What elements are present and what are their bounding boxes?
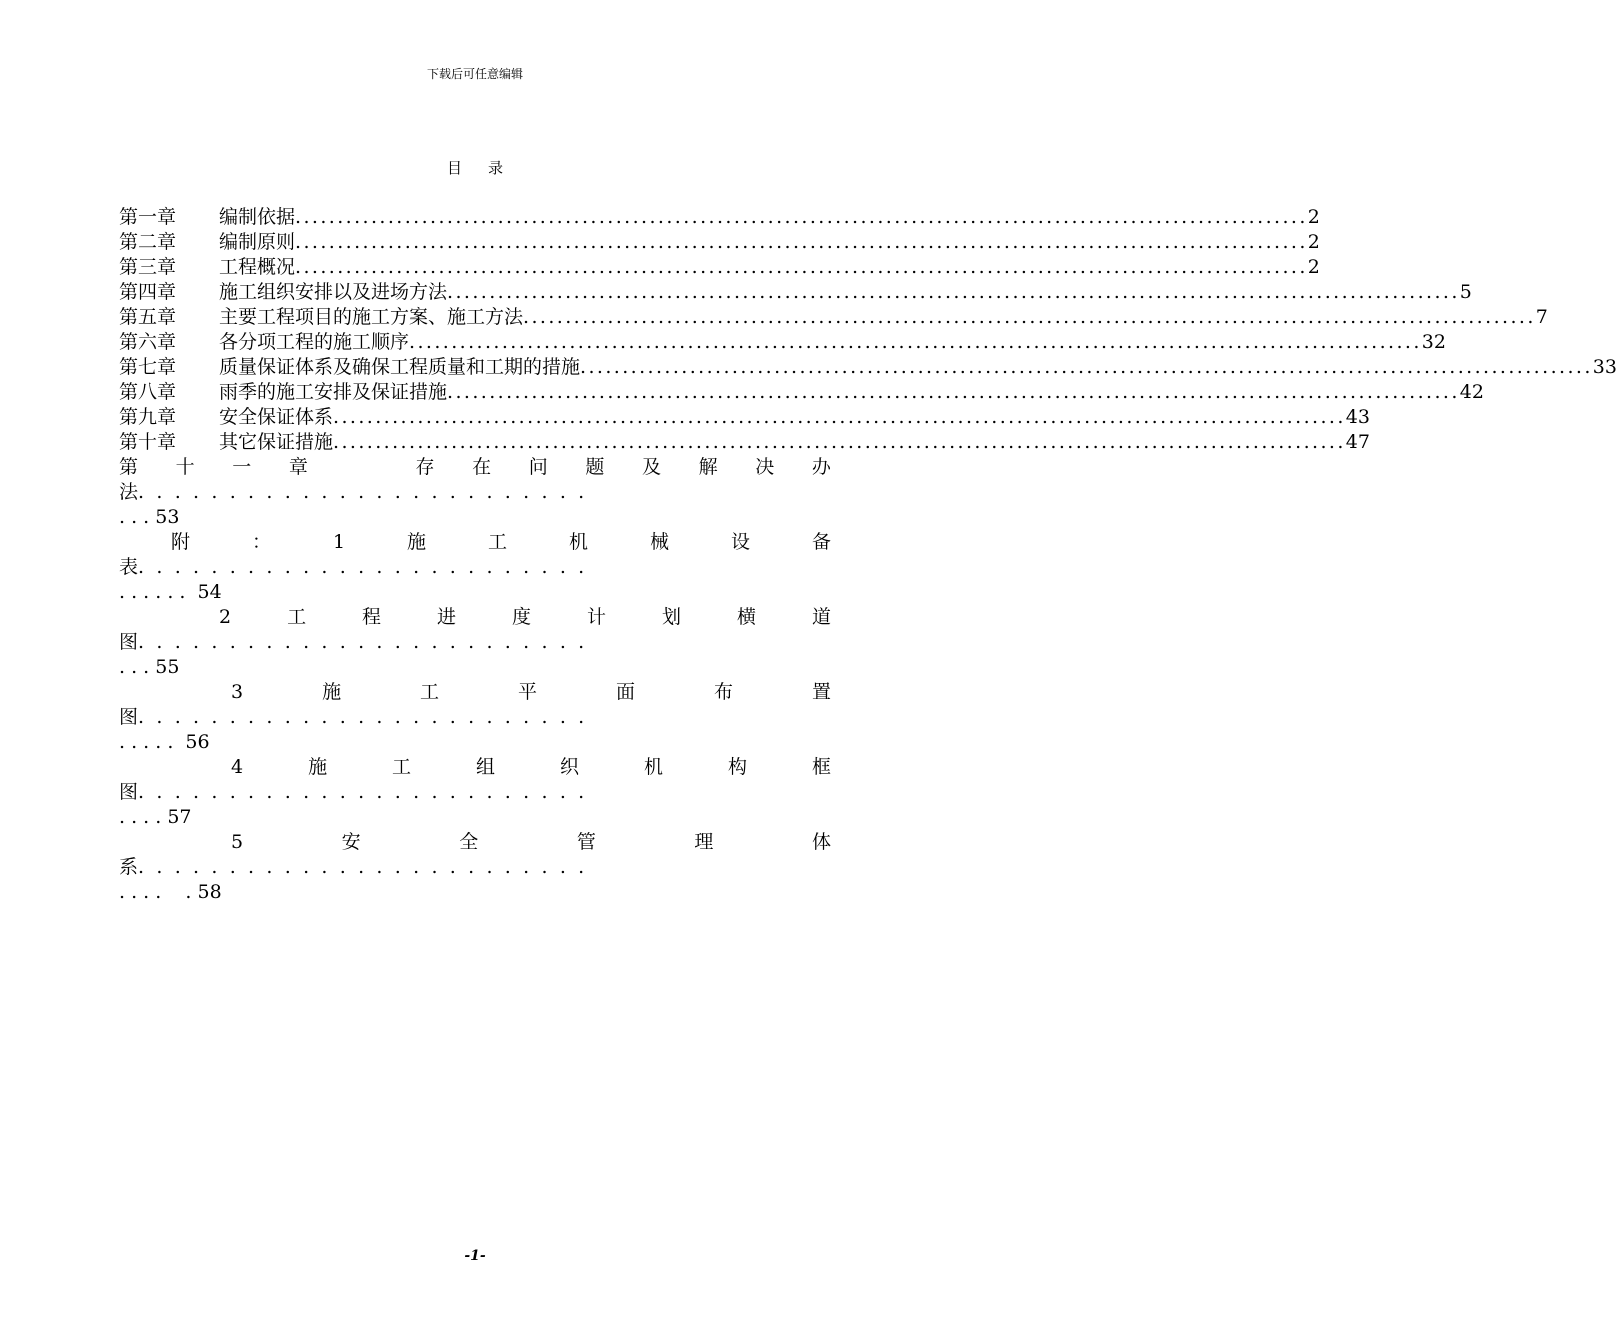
- toc-entry-page: 2: [1307, 231, 1320, 253]
- toc-appendix-number: 2: [219, 606, 232, 628]
- toc-entry: [119, 330, 1446, 355]
- toc-appendix-4-wrap: 图: [119, 781, 139, 803]
- toc-entry-page: 5: [1459, 281, 1472, 303]
- toc-ch11-wrap: 法: [119, 481, 139, 503]
- toc-appendix-3-line: [119, 680, 831, 705]
- toc-appendix-char: 织: [560, 756, 580, 778]
- toc-appendix-colon: ：: [251, 531, 271, 553]
- toc-appendix-5-line: [119, 830, 831, 855]
- toc-appendix-1-line: [119, 530, 831, 555]
- toc-appendix-2-leader: [119, 630, 831, 655]
- toc-appendix-char: 横: [736, 606, 756, 628]
- toc-appendix-1-page: . . . . . . 54: [119, 581, 222, 603]
- toc-appendix-3-page: . . . . . 56: [119, 731, 210, 753]
- toc-appendix-char: 度: [512, 606, 532, 628]
- toc-entry-page: 42: [1459, 381, 1484, 403]
- toc-ch11-char: 解: [698, 456, 718, 478]
- toc-entry: [119, 205, 1320, 230]
- toc-dot-leader: ........................................................................................................................: [447, 281, 1460, 303]
- toc-ch11-line: [119, 455, 831, 480]
- toc-dot-leader: .........................: [138, 856, 597, 878]
- toc-entry-page: 33: [1592, 356, 1617, 378]
- toc-appendix-char: 面: [616, 681, 636, 703]
- table-of-contents: [119, 205, 1617, 905]
- toc-dot-leader: .........................: [138, 781, 597, 803]
- toc-ch11-char: 办: [811, 456, 831, 478]
- toc-appendix-5-wrap: 系: [119, 856, 139, 878]
- toc-entry-title: 其它保证措施: [219, 431, 334, 453]
- toc-appendix-char: 布: [714, 681, 734, 703]
- toc-appendix-2-page: . . . 55: [119, 656, 180, 678]
- toc-appendix-char: 组: [476, 756, 496, 778]
- toc-entry-title: 编制原则: [219, 231, 296, 253]
- toc-appendix-char: 平: [518, 681, 538, 703]
- toc-entry-chapter: 第二章: [119, 231, 177, 253]
- toc-appendix-char: 安: [341, 831, 361, 853]
- toc-dot-leader: .........................: [138, 481, 597, 503]
- toc-appendix-char: 程: [362, 606, 382, 628]
- toc-ch11-char: 在: [472, 456, 492, 478]
- toc-entry-title: 安全保证体系: [219, 406, 334, 428]
- toc-appendix-3-leader: [119, 705, 831, 730]
- toc-dot-leader: ........................................................................................................................: [333, 406, 1346, 428]
- toc-ch11-char: 存: [415, 456, 435, 478]
- toc-ch11-char: 一: [232, 456, 252, 478]
- toc-appendix-char: 划: [661, 606, 681, 628]
- toc-entry-page: 2: [1307, 206, 1320, 228]
- toc-entry-chapter: 第七章: [119, 356, 177, 378]
- toc-appendix-char: 全: [459, 831, 479, 853]
- toc-appendix-4-leader: [119, 780, 831, 805]
- toc-dot-leader: .........................: [138, 706, 597, 728]
- toc-entry-title: 各分项工程的施工顺序: [219, 331, 410, 353]
- toc-appendix-char: 械: [649, 531, 669, 553]
- toc-entry: [119, 355, 1617, 380]
- toc-entry: [119, 405, 1370, 430]
- toc-appendix-char: 置: [811, 681, 831, 703]
- toc-entry-chapter: 第五章: [119, 306, 177, 328]
- toc-entry-chapter: 第九章: [119, 406, 177, 428]
- toc-ch11-page: . . . 53: [119, 506, 180, 528]
- toc-dot-leader: .........................: [138, 556, 597, 578]
- toc-appendix-3-wrap: 图: [119, 706, 139, 728]
- toc-ch11-char: 及: [642, 456, 662, 478]
- toc-appendix-number: 1: [332, 531, 346, 553]
- toc-ch11-char: 第: [119, 456, 139, 478]
- toc-dot-leader: ........................................................................................................................: [295, 256, 1308, 278]
- toc-entry-chapter: 第一章: [119, 206, 177, 228]
- toc-appendix-char: 机: [644, 756, 664, 778]
- toc-dot-leader: ........................................................................................................................: [409, 331, 1422, 353]
- toc-ch11-char: 章: [288, 456, 308, 478]
- toc-appendix-prefix: 附: [171, 531, 191, 553]
- toc-appendix-char: 计: [587, 606, 607, 628]
- toc-entry: [119, 255, 1320, 280]
- toc-entry-title: 雨季的施工安排及保证措施: [219, 381, 448, 403]
- toc-entry-chapter: 第八章: [119, 381, 177, 403]
- toc-entry-page: 2: [1307, 256, 1320, 278]
- toc-appendix-char: 施: [308, 756, 328, 778]
- toc-entry-chapter: 第四章: [119, 281, 177, 303]
- toc-entry-page: 47: [1345, 431, 1370, 453]
- toc-entry-title: 质量保证体系及确保工程质量和工期的措施: [219, 356, 581, 378]
- toc-appendix-char: 理: [694, 831, 714, 853]
- toc-appendix-2-line: [119, 605, 831, 630]
- toc-entry: [119, 380, 1484, 405]
- toc-entry-title: 施工组织安排以及进场方法: [219, 281, 448, 303]
- toc-dot-leader: ........................................................................................................................: [447, 381, 1460, 403]
- toc-appendix-char: 施: [322, 681, 342, 703]
- toc-title-char-1: 目: [446, 159, 462, 177]
- toc-entry-title: 编制依据: [219, 206, 296, 228]
- toc-appendix-4-page: . . . . 57: [119, 806, 192, 828]
- toc-entry-page: 43: [1345, 406, 1370, 428]
- toc-appendix-5-page: . . . . . 58: [119, 881, 222, 903]
- toc-entry-page: 32: [1421, 331, 1446, 353]
- toc-dot-leader: ........................................................................................................................: [295, 206, 1308, 228]
- toc-entry: [119, 230, 1320, 255]
- toc-title: [0, 158, 950, 178]
- toc-appendix-char: 机: [569, 531, 589, 553]
- toc-entry: [119, 280, 1472, 305]
- toc-dot-leader: ........................................................................................................................: [580, 356, 1593, 378]
- toc-appendix-5-leader: [119, 855, 831, 880]
- toc-appendix-char: 进: [437, 606, 457, 628]
- toc-entry-chapter: 第十章: [119, 431, 177, 453]
- toc-appendix-char: 备: [811, 531, 831, 553]
- toc-dot-leader: ........................................................................................................................: [333, 431, 1346, 453]
- toc-entry-page: 7: [1535, 306, 1548, 328]
- toc-ch11-char: 问: [528, 456, 548, 478]
- toc-appendix-char: 体: [811, 831, 831, 853]
- toc-dot-leader: ........................................................................................................................: [295, 231, 1308, 253]
- toc-appendix-char: 施: [407, 531, 427, 553]
- toc-appendix-number: 5: [231, 831, 244, 853]
- toc-entry-chapter: 第六章: [119, 331, 177, 353]
- toc-chapter-entries: [119, 205, 1617, 455]
- toc-appendix-char: 设: [730, 531, 750, 553]
- toc-dot-leader: .........................: [138, 631, 597, 653]
- toc-entry-title: 主要工程项目的施工方案、施工方法: [219, 306, 524, 328]
- toc-appendix-1-wrap: 表: [119, 556, 139, 578]
- toc-appendix-char: 工: [488, 531, 508, 553]
- toc-appendix-char: 工: [420, 681, 440, 703]
- toc-title-char-2: 录: [488, 159, 504, 177]
- toc-dot-leader: ........................................................................................................................: [523, 306, 1536, 328]
- toc-entry: [119, 430, 1370, 455]
- toc-ch11-char: 决: [755, 456, 775, 478]
- toc-appendix-number: 4: [231, 756, 244, 778]
- toc-appendix-char: 工: [287, 606, 307, 628]
- toc-appendix-char: 工: [392, 756, 412, 778]
- toc-appendix-char: 构: [727, 756, 747, 778]
- toc-appendix-char: 管: [576, 831, 596, 853]
- toc-appendix-4-line: [119, 755, 831, 780]
- page-header: 下载后可任意编辑: [426, 67, 523, 81]
- toc-entry-chapter: 第三章: [119, 256, 177, 278]
- toc-appendix-number: 3: [231, 681, 244, 703]
- toc-ch11-char: 十: [175, 456, 195, 478]
- toc-ch11-leader: [119, 480, 831, 505]
- toc-entry: [119, 305, 1548, 330]
- toc-appendix-1-leader: [119, 555, 831, 580]
- toc-ch11-char: 题: [585, 456, 605, 478]
- toc-appendix-char: 框: [811, 756, 831, 778]
- toc-appendix-char: 道: [811, 606, 831, 628]
- page-number: -1-: [464, 1248, 486, 1264]
- toc-appendix-2-wrap: 图: [119, 631, 139, 653]
- toc-entry-title: 工程概况: [219, 256, 296, 278]
